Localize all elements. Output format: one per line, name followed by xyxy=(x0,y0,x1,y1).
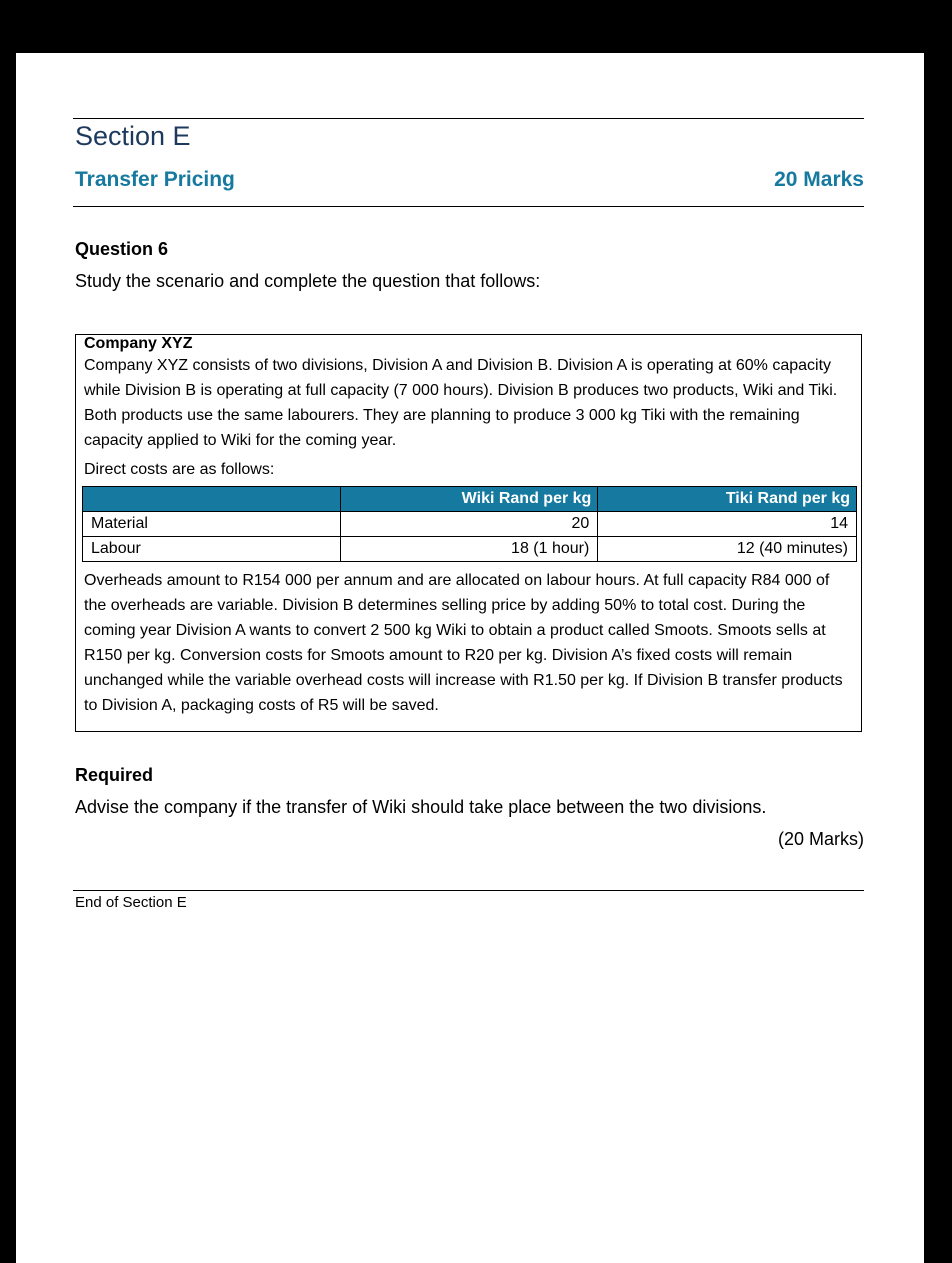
table-row xyxy=(83,512,857,537)
table-cell: 14 xyxy=(598,512,857,537)
top-divider xyxy=(73,118,864,119)
table-cell: Material xyxy=(83,512,341,537)
table-header-cell xyxy=(83,487,341,512)
topic-title: Transfer Pricing xyxy=(75,168,235,191)
header-divider xyxy=(73,206,864,207)
question-intro: Study the scenario and complete the question that follows: xyxy=(75,271,541,291)
required-text: Advise the company if the transfer of Wiki should take place between the two divisions. xyxy=(75,797,767,817)
section-title: Section E xyxy=(75,121,191,151)
document-page xyxy=(16,53,924,1263)
direct-costs-table xyxy=(82,486,857,562)
table-cell: 18 (1 hour) xyxy=(340,537,598,562)
question-title: Question 6 xyxy=(75,239,169,259)
table-header-cell: Tiki Rand per kg xyxy=(598,487,857,512)
costs-intro: Direct costs are as follows: xyxy=(84,461,275,478)
table-cell: 20 xyxy=(340,512,598,537)
scenario-box xyxy=(75,334,862,732)
scenario-paragraph-2: Overheads amount to R154 000 per annum and are allocated on labour hours. At full capacity R84 000 of the overheads are variable. Division B determines selling price by adding 50% to total cost. During the coming year Division A wants to convert 2 500 kg Wiki to obtain a product called Smoots. Smoots sells at R150 per kg. Conversion costs for Smoots amount to R20 per kg. Division A’s fixed costs will remain unchanged while the variable overhead costs will increase with R1.50 per kg. If Division B transfer products to Division A, packaging costs of R5 will be saved. xyxy=(84,572,843,714)
scenario-company: Company XYZ xyxy=(84,335,193,352)
table-cell: Labour xyxy=(83,537,341,562)
required-title: Required xyxy=(75,765,154,785)
table-header-row xyxy=(83,487,857,512)
table-cell: 12 (40 minutes) xyxy=(598,537,857,562)
section-marks: 20 Marks xyxy=(774,168,864,191)
end-of-section: End of Section E xyxy=(75,894,187,911)
scenario-paragraph-1: Company XYZ consists of two divisions, Division A and Division B. Division A is operating at 60% capacity while Division B is operating at full capacity (7 000 hours). Division B produces two products, Wiki and Tiki. Both products use the same labourers. They are planning to produce 3 000 kg Tiki with the remaining capacity applied to Wiki for the coming year. xyxy=(84,357,838,449)
table-row xyxy=(83,537,857,562)
table-header-cell: Wiki Rand per kg xyxy=(340,487,598,512)
question-marks: (20 Marks) xyxy=(777,829,864,849)
footer-divider xyxy=(73,890,864,891)
